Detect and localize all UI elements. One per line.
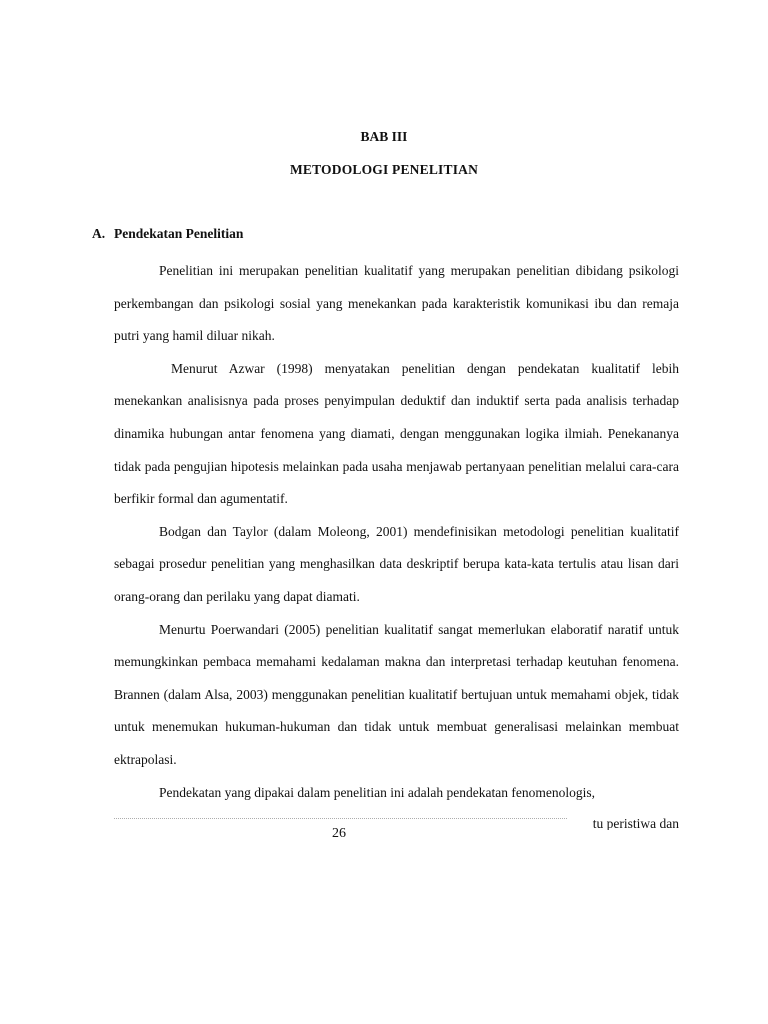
page-number: 26 [332,826,346,841]
section-letter: A. [92,226,106,241]
paragraph: Pendekatan yang dipakai dalam penelitian ini adalah pendekatan fenomenologis, [159,784,595,800]
clipped-text-remnant [114,818,567,821]
body-text [114,255,679,809]
paragraph: Penelitian ini merupakan penelitian kualitatif yang merupakan penelitian dibidang psikologi perkembangan dan psikologi sosial yang menekankan pada karakteristik komunikasi ibu dan remaja putri yang hamil diluar nikah. [114,263,679,344]
paragraph: Menurtu Poerwandari (2005) penelitian kualitatif sangat memerlukan elaboratif naratif untuk memungkinkan pembaca memahami kedalaman makna dan interpretasi terhadap keutuhan fenomena. Brannen (dalam Alsa, 2003) menggunakan penelitian kualitatif bertujuan untuk memahami objek, tidak untuk menemukan hukuman-hukuman dan tidak untuk membuat generalisasi melainkan membuat ektrapolasi. [114,621,679,767]
clipped-line-end: tu peristiwa dan [592,816,679,830]
chapter-title: METODOLOGI PENELITIAN [289,162,479,177]
paragraph: Menurut Azwar (1998) menyatakan penelitian dengan pendekatan kualitatif lebih menekankan analisisnya pada proses penyimpulan deduktif dan induktif serta pada analisis terhadap dinamika hubungan antar fenomena yang diamati, dengan menggunakan logika ilmiah. Penekananya tidak pada pengujian hipotesis melainkan pada usaha menjawab pertanyaan penelitian melalui cara-cara berfikir formal dan agumentatif. [114,360,679,507]
paragraph: Bodgan dan Taylor (dalam Moleong, 2001) mendefinisikan metodologi penelitian kualitatif sebagai prosedur penelitian yang menghasilkan data deskriptif berupa kata-kata tertulis atau lisan dari orang-orang dan perilaku yang dapat diamati. [114,523,679,604]
chapter-number: BAB III [360,129,408,144]
section-heading [92,226,243,242]
section-title: Pendekatan Penelitian [114,226,244,241]
